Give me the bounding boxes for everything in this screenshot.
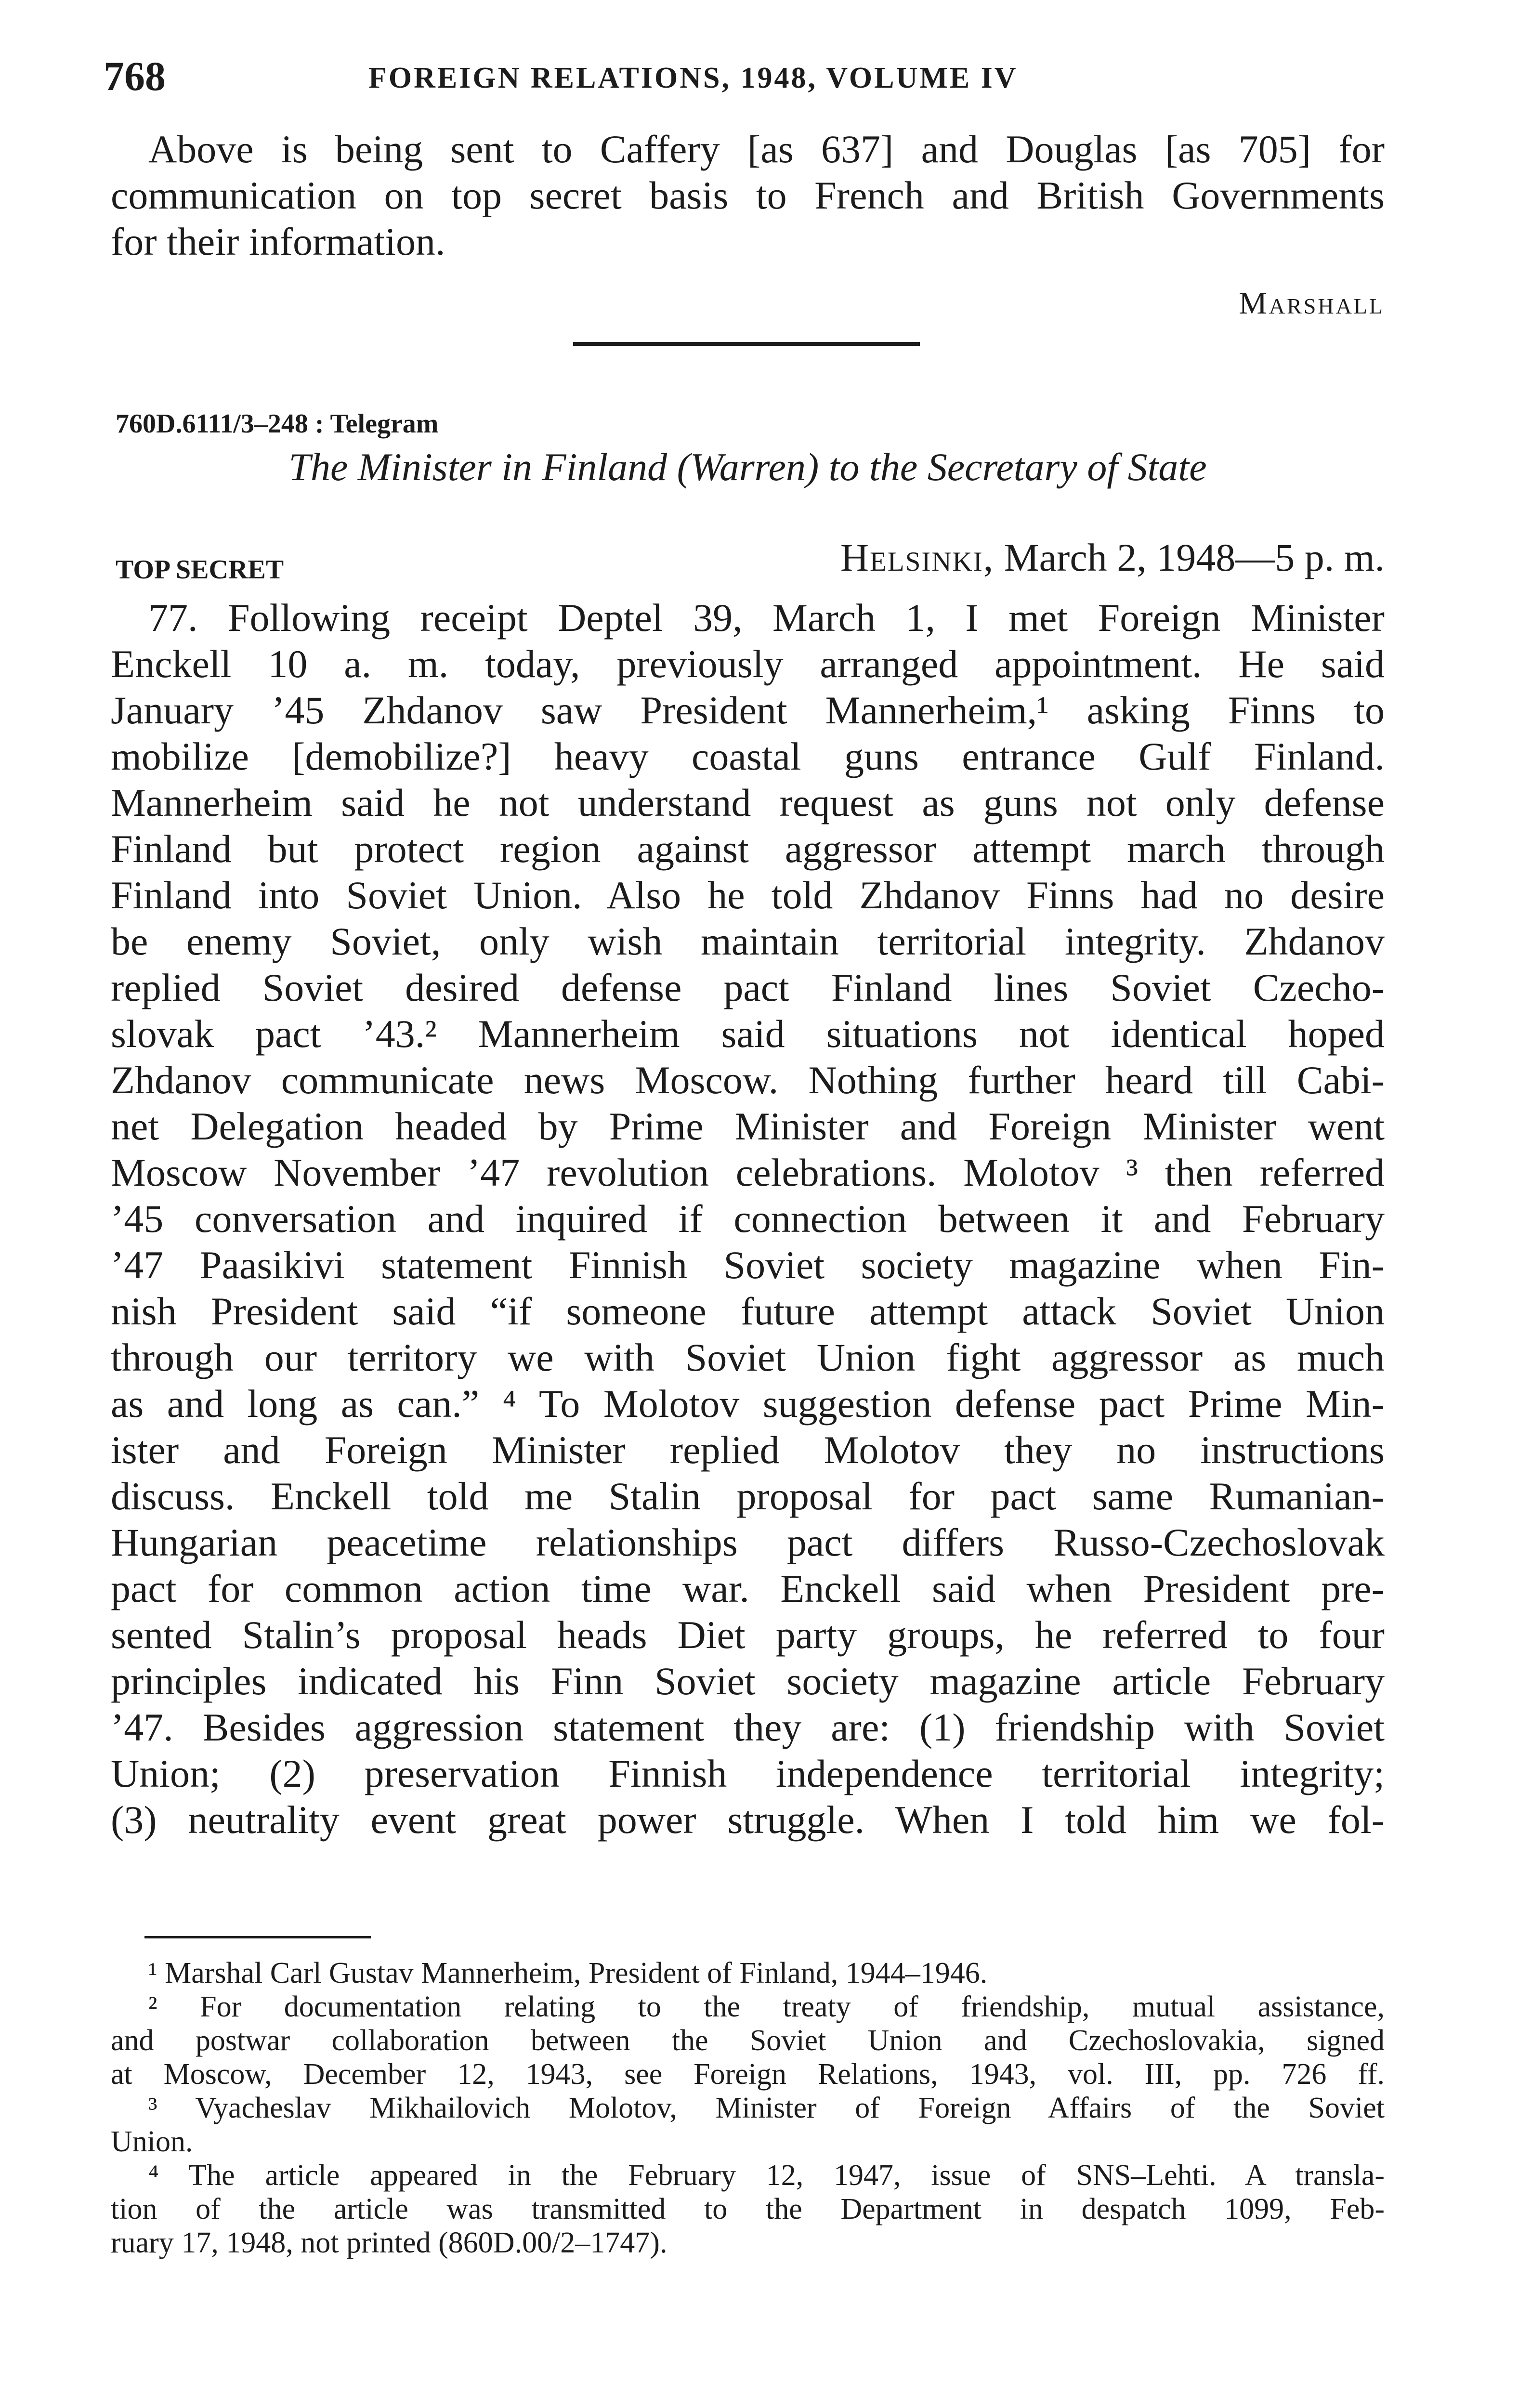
body-line: ’45 conversation and inquired if connection between it and February bbox=[111, 1197, 1385, 1241]
body-line: Mannerheim said he not understand request as guns not only defense bbox=[111, 781, 1385, 824]
running-head bbox=[104, 52, 1385, 110]
footnote-line: ³ Vyacheslav Mikhailovich Molotov, Minister of Foreign Affairs of the Soviet bbox=[148, 2092, 1385, 2124]
paragraph-line: communication on top secret basis to French and British Governments bbox=[111, 173, 1385, 217]
body-line: Finland into Soviet Union. Also he told Zhdanov Finns had no desire bbox=[111, 873, 1385, 917]
footnote-line: ⁴ The article appeared in the February 12, 1947, issue of SNS–Lehti. A transla- bbox=[148, 2159, 1385, 2192]
section-divider bbox=[573, 342, 920, 346]
body-line: sented Stalin’s proposal heads Diet party groups, he referred to four bbox=[111, 1613, 1385, 1657]
body-line: pact for common action time war. Enckell said when President pre- bbox=[111, 1567, 1385, 1610]
paragraph-line: Above is being sent to Caffery [as 637] and Douglas [as 705] for bbox=[148, 127, 1385, 171]
body-line: slovak pact ’43.² Mannerheim said situations not identical hoped bbox=[111, 1012, 1385, 1056]
paragraph-line: for their information. bbox=[111, 220, 445, 263]
body-line: 77. Following receipt Deptel 39, March 1, I met Foreign Minister bbox=[148, 596, 1385, 640]
body-line: Hungarian peacetime relationships pact differs Russo-Czechoslovak bbox=[111, 1520, 1385, 1564]
body-line: as and long as can.” ⁴ To Molotov suggestion defense pact Prime Min- bbox=[111, 1382, 1385, 1426]
body-line: replied Soviet desired defense pact Finland lines Soviet Czecho- bbox=[111, 966, 1385, 1009]
classification-label: TOP SECRET bbox=[116, 555, 284, 585]
body-line: ister and Foreign Minister replied Molotov they no instructions bbox=[111, 1428, 1385, 1472]
footnote-line: ² For documentation relating to the treaty of friendship, mutual assistance, bbox=[148, 1990, 1385, 2023]
dateline bbox=[111, 534, 1385, 582]
footnote-line: Union. bbox=[111, 2125, 193, 2158]
dateline-time: March 2, 1948—5 p. m. bbox=[1004, 536, 1385, 579]
body-line: Union; (2) preservation Finnish independence territorial integrity; bbox=[111, 1752, 1385, 1795]
body-line: be enemy Soviet, only wish maintain territorial integrity. Zhdanov bbox=[111, 919, 1385, 963]
footnote-line: at Moscow, December 12, 1943, see Foreign Relations, 1943, vol. III, pp. 726 ff. bbox=[111, 2058, 1385, 2091]
document-heading: The Minister in Finland (Warren) to the Secretary of State bbox=[288, 445, 1207, 489]
body-line: ’47 Paasikivi statement Finnish Soviet society magazine when Fin- bbox=[111, 1243, 1385, 1287]
body-line: January ’45 Zhdanov saw President Mannerheim,¹ asking Finns to bbox=[111, 688, 1385, 732]
footnotes bbox=[111, 1956, 1385, 2260]
footnote-line: ¹ Marshal Carl Gustav Mannerheim, President of Finland, 1944–1946. bbox=[148, 1957, 988, 1989]
body-line: discuss. Enckell told me Stalin proposal for pact same Rumanian- bbox=[111, 1474, 1385, 1518]
dateline-place: Helsinki, bbox=[840, 536, 995, 579]
file-reference: 760D.6111/3–248 : Telegram bbox=[116, 409, 439, 439]
body-line: net Delegation headed by Prime Minister and Foreign Minister went bbox=[111, 1104, 1385, 1148]
body-line: Zhdanov communicate news Moscow. Nothing further heard till Cabi- bbox=[111, 1058, 1385, 1102]
body-line: Finland but protect region against aggressor attempt march through bbox=[111, 827, 1385, 871]
footnote-line: and postwar collaboration between the Soviet Union and Czechoslovakia, signed bbox=[111, 2024, 1385, 2057]
footnote-line: ruary 17, 1948, not printed (860D.00/2–1747). bbox=[111, 2226, 667, 2259]
body-line: principles indicated his Finn Soviet society magazine article February bbox=[111, 1659, 1385, 1703]
body-line: through our territory we with Soviet Union fight aggressor as much bbox=[111, 1335, 1385, 1379]
body-line: ’47. Besides aggression statement they are: (1) friendship with Soviet bbox=[111, 1705, 1385, 1749]
running-head-title: FOREIGN RELATIONS, 1948, VOLUME IV bbox=[368, 62, 1018, 94]
telegram-body bbox=[111, 595, 1385, 1843]
body-line: mobilize [demobilize?] heavy coastal guns entrance Gulf Finland. bbox=[111, 734, 1385, 778]
body-line: Enckell 10 a. m. today, previously arranged appointment. He said bbox=[111, 642, 1385, 686]
preceding-paragraph bbox=[111, 126, 1385, 265]
signature: Marshall bbox=[1239, 286, 1385, 321]
page-number: 768 bbox=[104, 53, 166, 99]
footnote-line: tion of the article was transmitted to the Department in despatch 1099, Feb- bbox=[111, 2193, 1385, 2225]
body-line: (3) neutrality event great power struggle. When I told him we fol- bbox=[111, 1798, 1385, 1842]
footnote-divider bbox=[144, 1936, 371, 1938]
body-line: nish President said “if someone future attempt attack Soviet Union bbox=[111, 1289, 1385, 1333]
body-line: Moscow November ’47 revolution celebrations. Molotov ³ then referred bbox=[111, 1151, 1385, 1194]
